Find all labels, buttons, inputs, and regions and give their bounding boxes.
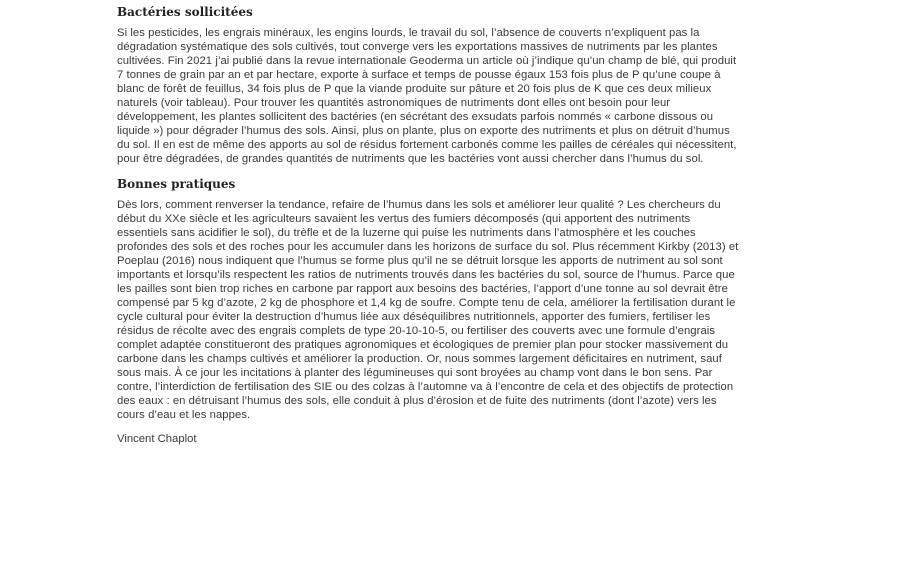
section-heading-bonnes-pratiques: Bonnes pratiques: [117, 177, 236, 191]
section-paragraph-bonnes-pratiques: Dès lors, comment renverser la tendance, refaire de l’humus dans les sols et améliorer leur qualité ? Les chercheurs du début du XXe siècle et les agriculteurs savaient les vertus des fumiers décomposés (qui apportent des nutriments essentiels sans acidifier le sol), du trèfle et de la luzerne qui puise les nutriments dans l’atmosphère et les couches profondes des sols et des roches pour les accumuler dans les horizons de surface du sol. Plus récemment Kirkby (2013) et Poeplau (2016) nous indiquent que l’humus se forme plus qu’il ne se détruit lorsque les apports de nutriment au sol sont importants et lorsqu’ils respectent les ratios de nutriments trouvés dans les bactéries du sol, source de l’humus. Parce que les pailles sont bien trop riches en carbone par rapport aux besoins des bactéries, l’apport d’une tonne au sol devrait être compensé par 5 kg d’azote, 2 kg de phosphore et 1,4 kg de soufre. Compte tenu de cela, améliorer la fertilisation durant le cycle cultural pour éviter la destruction d’humus liée aux déséquilibres nutritionnels, apporter des fumiers, fertiliser les résidus de récolte avec des engrais complets de type 20-10-10-5, ou fertiliser des couverts avec une formule d’engrais complet adaptée constitueront des pratiques agronomiques et écologiques de premier plan pour stocker massivement du carbone dans les champs cultivés et améliorer la production. Or, nous sommes largement déficitaires en nutriment, sauf sous mais. À ce jour les incitations à planter des légumineuses qui sont broyées au champ vont dans le bon sens. Par contre, l’interdiction de fertilisation des SIE ou des colzas à l’automne va à l’encontre de cela et des objectifs de protection des eaux : en détruisant l’humus des sols, elle conduit à plus d’érosion et de fuite des nutriments (dont l’azote) vers les cours d’eau et les nappes.: [117, 199, 739, 421]
author-signature: Vincent Chaplot: [117, 433, 197, 445]
article-body: [117, 4, 743, 446]
section-paragraph-bacteries: Si les pesticides, les engrais minéraux, les engins lourds, le travail du sol, l’absence de couverts n’expliquent pas la dégradation systématique des sols cultivés, tout converge vers les exportations massives de nutriments par les plantes cultivées. Fin 2021 j’ai publié dans la revue internationale Geoderma un article où j’indique qu’un champ de blé, qui produit 7 tonnes de grain par an et par hectare, exporte à surface et temps de pousse égaux 153 fois plus de P qu’une coupe à blanc de forêt de feuillus, 34 fois plus de P que la viande produite sur pâture et 20 fois plus de K que ces deux milieux naturels (voir tableau). Pour trouver les quantités astronomiques de nutriments dont elles ont besoin pour leur développement, les plantes sollicitent des bactéries (en sécrétant des exsudats parfois nommés « carbone dissous ou liquide ») pour dégrader l’humus des sols. Ainsi, plus on plante, plus on exporte des nutriments et plus on détruit d’humus du sol. Il en est de même des apports au sol de résidus fortement carbonés comme les pailles de céréales qui nécessitent, pour être dégradées, de grandes quantités de nutriments que les bactéries vont aussi chercher dans l’humus du sol.: [117, 27, 737, 165]
section-heading-bacteries: Bactéries sollicitées: [117, 5, 253, 19]
